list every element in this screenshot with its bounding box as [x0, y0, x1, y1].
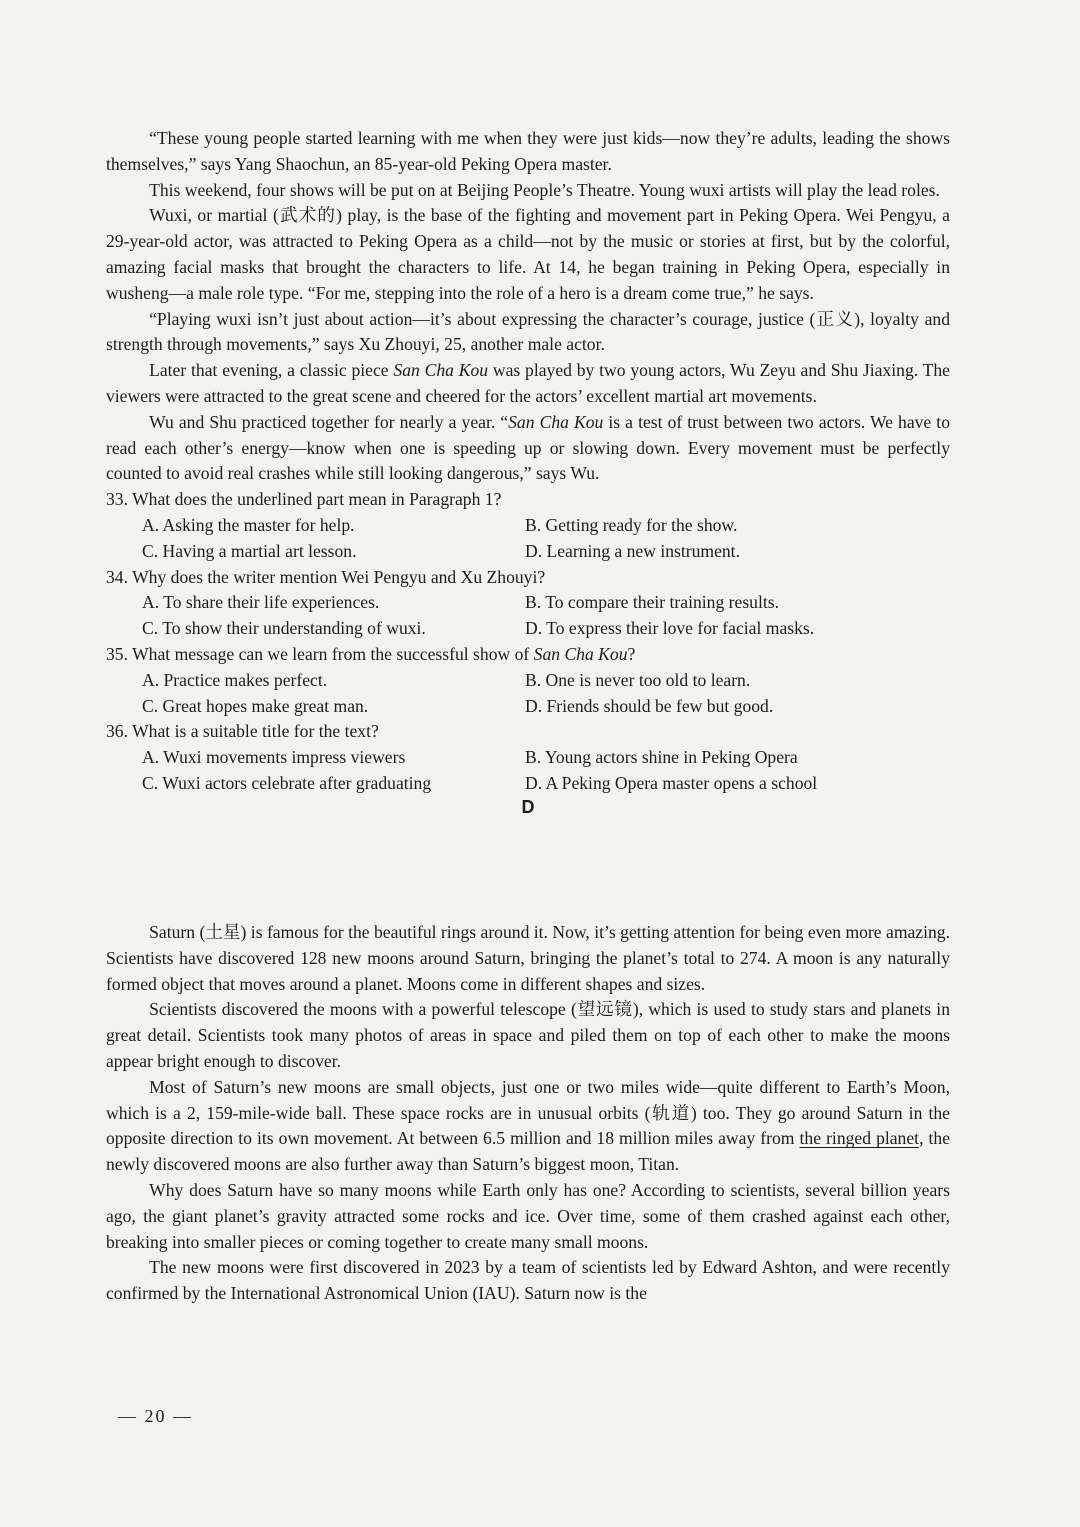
paragraph: This weekend, four shows will be put on at Beijing People’s Theatre. Young wuxi artists will play the lead roles. — [149, 179, 940, 200]
option-a: A. Asking the master for help. — [142, 514, 355, 535]
option-a: A. Practice makes perfect. — [142, 669, 328, 690]
paragraph: Later that evening, a classic piece San Cha Kou was played by two young actors, Wu Zeyu and Shu Jiaxing. The viewers were attracted to the great scene and cheered for the actors’ excellent martial art movements. — [106, 360, 950, 406]
paragraph: Saturn (土星) is famous for the beautiful rings around it. Now, it’s getting attention for being even more amazing. Scientists have discovered 128 new moons around Saturn, bringing the planet’s total to 274. A moon is any naturally formed object that moves around a planet. Moons come in different shapes and sizes. — [106, 922, 950, 994]
question-34 — [106, 565, 950, 642]
paragraph: Why does Saturn have so many moons while Earth only has one? According to scientists, several billion years ago, the giant planet’s gravity attracted some rocks and ice. Over time, some of them crashed against each other, breaking into smaller pieces or coming together to create many small moons. — [106, 1179, 950, 1252]
option-c: C. Great hopes make great man. — [142, 695, 369, 716]
question-33 — [106, 487, 950, 564]
play-title: San Cha Kou — [533, 643, 628, 664]
passage-d — [106, 920, 950, 1307]
question-36 — [106, 719, 950, 796]
section-title: D — [521, 796, 535, 817]
question-stem: 34. Why does the writer mention Wei Pengyu and Xu Zhouyi? — [106, 566, 546, 587]
option-b: B. Young actors shine in Peking Opera — [525, 747, 798, 768]
option-c: C. Having a martial art lesson. — [142, 540, 357, 561]
paragraph: Wuxi, or martial (武术的) play, is the base of the fighting and movement part in Peking Opera. Wei Pengyu, a 29-year-old actor, was attracted to Peking Opera as a child—not by the music or stories at first, but by the colorful, amazing facial masks that brought the characters to life. At 14, he began training in Peking Opera, especially in wusheng—a male role type. “For me, stepping into the role of a hero is a dream come true,” he says. — [106, 205, 950, 303]
paragraph: The new moons were first discovered in 2023 by a team of scientists led by Edward Ashton, and were recently confirmed by the International Astronomical Union (IAU). Saturn now is the — [106, 1257, 950, 1304]
option-b: B. To compare their training results. — [525, 592, 779, 613]
option-a: A. To share their life experiences. — [142, 592, 380, 613]
option-d: D. A Peking Opera master opens a school — [525, 772, 818, 793]
play-title: San Cha Kou — [393, 360, 489, 381]
underlined-phrase: the ringed planet — [799, 1128, 920, 1149]
option-d: D. To express their love for facial masks. — [525, 618, 815, 639]
option-c: C. Wuxi actors celebrate after graduating — [142, 772, 432, 793]
question-stem: 35. What message can we learn from the successful show of San Cha Kou? — [106, 643, 636, 664]
paragraph: Scientists discovered the moons with a powerful telescope (望远镜), which is used to study stars and planets in great detail. Scientists took many photos of areas in space and piled them on top of each other to make the moons appear bright enough to discover. — [106, 999, 950, 1071]
option-d: D. Friends should be few but good. — [525, 695, 774, 716]
option-d: D. Learning a new instrument. — [525, 540, 740, 561]
page-number: — 20 — — [118, 1406, 193, 1426]
question-stem: 36. What is a suitable title for the text? — [106, 721, 379, 742]
play-title: San Cha Kou — [508, 411, 604, 432]
question-stem: 33. What does the underlined part mean in Paragraph 1? — [106, 489, 502, 510]
paragraph: “Playing wuxi isn’t just about action—it’s about expressing the character’s courage, justice (正义), loyalty and strength through movements,” says Xu Zhouyi, 25, another male actor. — [106, 308, 950, 355]
paragraph: Most of Saturn’s new moons are small objects, just one or two miles wide—quite different to Earth’s Moon, which is a 2, 159-mile-wide ball. These space rocks are in unusual orbits (轨道) too. They go around Saturn in the opposite direction to its own movement. At between 6.5 million and 18 million miles away from the ringed planet, the newly discovered moons are also further away than Saturn’s biggest moon, Titan. — [106, 1076, 951, 1175]
paragraph: “These young people started learning with me when they were just kids—now they’re adults, leading the shows themselves,” says Yang Shaochun, an 85-year-old Peking Opera master. — [106, 128, 950, 174]
option-c: C. To show their understanding of wuxi. — [142, 618, 426, 639]
option-b: B. Getting ready for the show. — [525, 514, 738, 535]
option-b: B. One is never too old to learn. — [525, 669, 751, 690]
paragraph: Wu and Shu practiced together for nearly a year. “San Cha Kou is a test of trust between two actors. We have to read each other’s energy—know when one is speeding up or slowing down. Every movement must be perfectly counted to avoid real crashes while still looking dangerous,” says Wu. — [106, 411, 950, 484]
option-a: A. Wuxi movements impress viewers — [142, 747, 406, 768]
passage-c — [106, 126, 950, 820]
question-35 — [106, 642, 950, 719]
